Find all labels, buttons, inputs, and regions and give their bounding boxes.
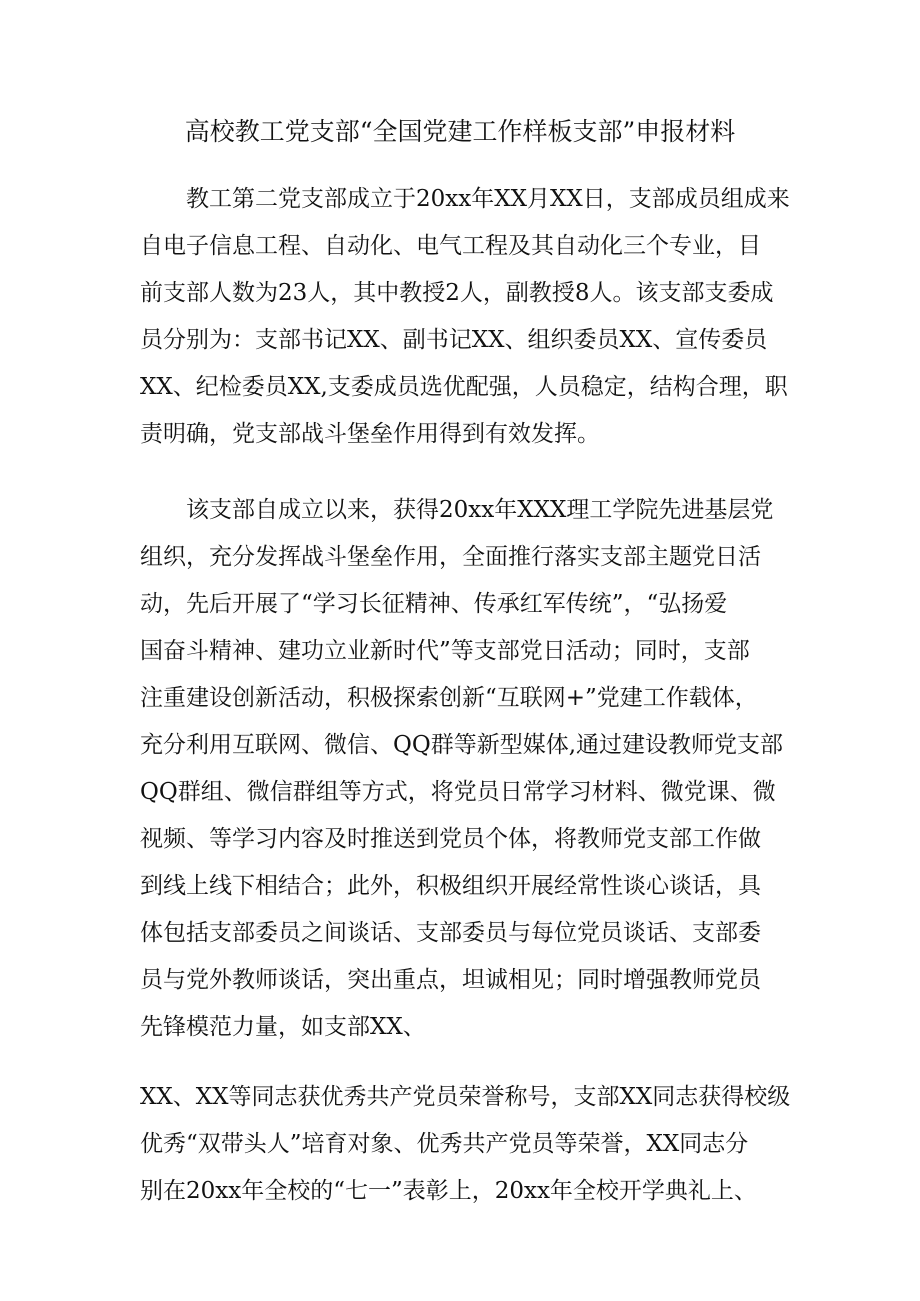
paragraph-2-line-8: 视频、等学习内容及时推送到党员个体，将教师党支部工作做 bbox=[140, 826, 761, 852]
paragraph-2-line-9: 到线上线下相结合；此外，积极组织开展经常性谈心谈话，具 bbox=[140, 873, 761, 899]
paragraph-2-line-12: 先锋模范力量，如支部XX、 bbox=[140, 1014, 426, 1040]
paragraph-1-line-6: 责明确，党支部战斗堡垒作用得到有效发挥。 bbox=[140, 421, 600, 447]
paragraph-2-line-4: 国奋斗精神、建功立业新时代”等支部党日活动；同时，支部 bbox=[140, 638, 750, 664]
paragraph-2-line-5: 注重建设创新活动，积极探索创新“互联网+”党建工作载体， bbox=[140, 685, 758, 711]
paragraph-3-line-3: 别在20xx年全校的“七一”表彰上，20xx年全校开学典礼上、 bbox=[140, 1178, 757, 1204]
paragraph-1-line-4: 员分别为：支部书记XX、副书记XX、组织委员XX、宣传委员 bbox=[140, 327, 768, 353]
paragraph-2-line-1: 该支部自成立以来，获得20xx年XXX理工学院先进基层党 bbox=[140, 497, 774, 523]
paragraph-2-line-3: 动，先后开展了“学习长征精神、传承红军传统”，“弘扬爱 bbox=[140, 591, 728, 617]
paragraph-1-line-1: 教工第二党支部成立于20xx年XX月XX日，支部成员组成来 bbox=[140, 186, 790, 212]
paragraph-1-line-3: 前支部人数为23人，其中教授2人，副教授8人。该支部支委成 bbox=[140, 280, 774, 306]
paragraph-2-line-10: 体包括支部委员之间谈话、支部委员与每位党员谈话、支部委 bbox=[140, 920, 761, 946]
paragraph-2-line-7: QQ群组、微信群组等方式，将党员日常学习材料、微党课、微 bbox=[140, 779, 776, 805]
paragraph-2-line-2: 组织，充分发挥战斗堡垒作用，全面推行落实支部主题党日活 bbox=[140, 544, 761, 570]
document-title: 高校教工党支部“全国党建工作样板支部”申报材料 bbox=[184, 117, 736, 146]
paragraph-3-line-2: 优秀“双带头人”培育对象、优秀共产党员等荣誉，XX同志分 bbox=[140, 1131, 749, 1157]
paragraph-1-line-5: XX、纪检委员XX,支委成员选优配强，人员稳定，结构合理，职 bbox=[140, 374, 788, 400]
paragraph-2-line-6: 充分利用互联网、微信、QQ群等新型媒体,通过建设教师党支部 bbox=[140, 732, 784, 758]
paragraph-1-line-2: 自电子信息工程、自动化、电气工程及其自动化三个专业，目 bbox=[140, 233, 761, 259]
paragraph-3-line-1: XX、XX等同志获优秀共产党员荣誉称号，支部XX同志获得校级 bbox=[140, 1084, 791, 1110]
paragraph-2-line-11: 员与党外教师谈话，突出重点，坦诚相见；同时增强教师党员 bbox=[140, 967, 761, 993]
